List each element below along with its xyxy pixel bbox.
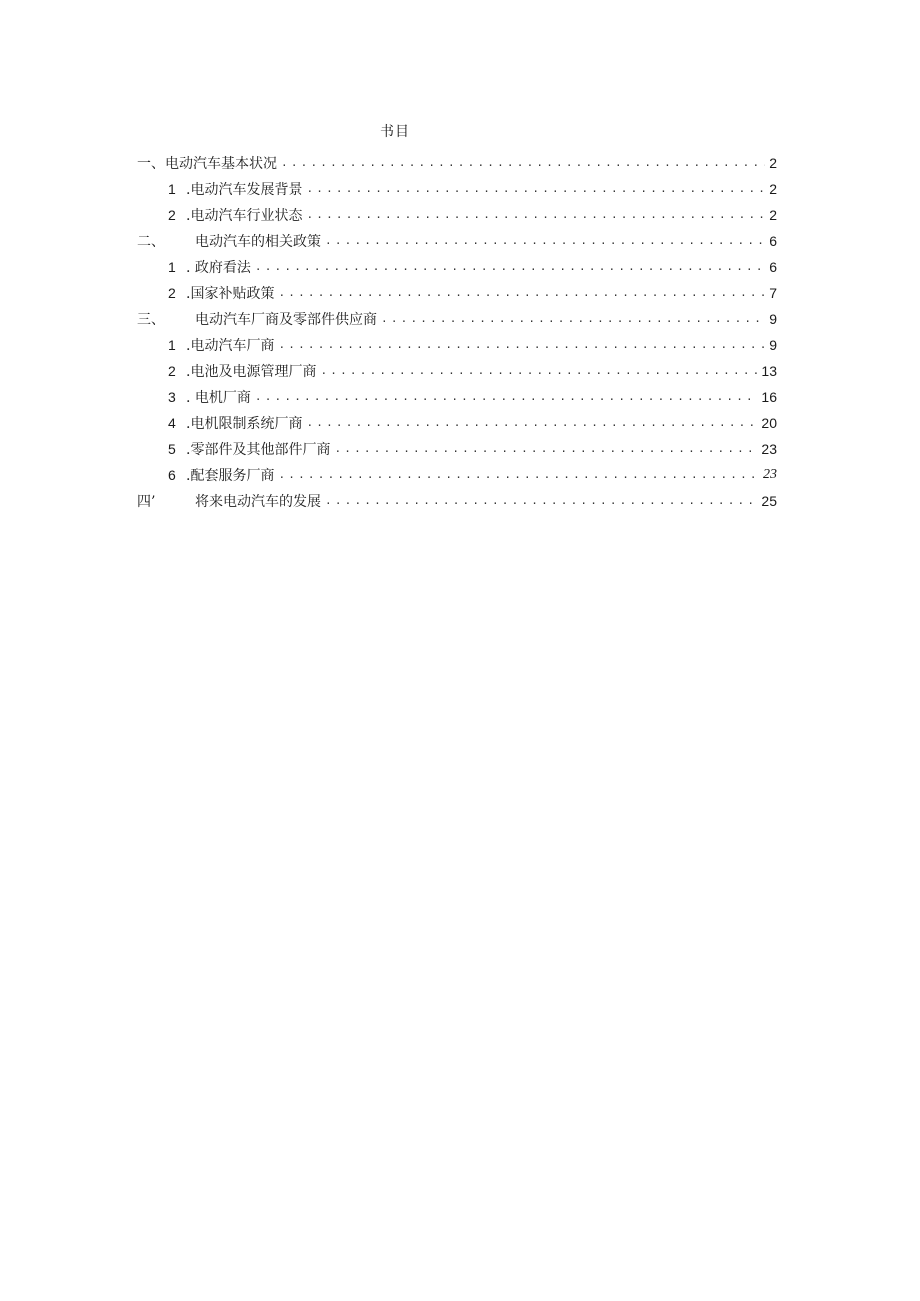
toc-entry[interactable] — [137, 280, 777, 306]
toc-leader-dots — [381, 306, 765, 332]
toc-entry-number: 一、 — [137, 156, 165, 172]
toc-entry[interactable] — [137, 462, 777, 488]
toc-leader-dots — [320, 358, 757, 384]
toc-entry-number: 二、 — [137, 234, 165, 250]
toc-entry-label: .电机限制系统厂商 — [186, 416, 303, 432]
toc-entry[interactable] — [137, 410, 777, 436]
toc-entry-label: .配套服务厂商 — [186, 468, 275, 484]
toc-entry-page: 6 — [769, 233, 777, 249]
toc-entry[interactable] — [137, 228, 777, 254]
toc-entry-label: .零部件及其他部件厂商 — [186, 442, 331, 458]
toc-title: 书目 — [380, 124, 410, 140]
toc-entry-page: 9 — [769, 337, 777, 353]
toc-entry-label: 电动汽车厂商及零部件供应商 — [195, 312, 377, 328]
toc-entry[interactable] — [137, 202, 777, 228]
toc-entry-page: 13 — [761, 363, 777, 379]
toc-leader-dots — [334, 436, 757, 462]
toc-leader-dots — [306, 410, 757, 436]
toc-entry-number: 1 — [168, 259, 176, 275]
toc-entry-page: 25 — [761, 493, 777, 509]
toc-entry-label: .国家补贴政策 — [186, 286, 275, 302]
toc-entry-label: . 政府看法 — [186, 260, 251, 276]
toc-leader-dots — [278, 332, 765, 358]
toc-entry[interactable] — [137, 176, 777, 202]
toc-entry-page: 2 — [769, 155, 777, 171]
toc-entry-page: 6 — [769, 259, 777, 275]
toc-leader-dots — [281, 150, 765, 176]
toc-entry[interactable] — [137, 306, 777, 332]
toc-entry-label: 将来电动汽车的发展 — [195, 494, 321, 510]
toc-leader-dots — [306, 176, 765, 202]
toc-entry-number: 2 — [168, 285, 176, 301]
toc-entry-page: 23 — [763, 467, 777, 482]
toc-entry-number: 2 — [168, 363, 176, 379]
toc-entry-page: 9 — [769, 311, 777, 327]
toc-leader-dots — [325, 488, 757, 514]
toc-entry-label: . 电机厂商 — [186, 390, 251, 406]
toc-entry[interactable] — [137, 436, 777, 462]
toc-entry-number: 2 — [168, 207, 176, 223]
toc-leader-dots — [325, 228, 765, 254]
toc-leader-dots — [278, 280, 765, 306]
toc-entry-label: 电动汽车基本状况 — [165, 156, 277, 172]
toc-entry-number: 1 — [168, 337, 176, 353]
toc-entry[interactable] — [137, 358, 777, 384]
toc-entry-number: 3 — [168, 389, 176, 405]
toc-entry-number: 5 — [168, 441, 176, 457]
toc-entry[interactable] — [137, 488, 777, 514]
toc-entry-label: .电动汽车厂商 — [186, 338, 275, 354]
toc-entry-number: 4 — [168, 415, 176, 431]
toc-entry-number: 6 — [168, 467, 176, 483]
toc-entry[interactable] — [137, 332, 777, 358]
table-of-contents — [137, 150, 777, 514]
toc-entry-page: 23 — [761, 441, 777, 457]
toc-entry-label: .电池及电源管理厂商 — [186, 364, 317, 380]
toc-leader-dots — [255, 384, 758, 410]
toc-leader-dots — [278, 462, 759, 488]
toc-entry-number: 1 — [168, 181, 176, 197]
toc-entry[interactable] — [137, 384, 777, 410]
toc-entry-page: 7 — [769, 285, 777, 301]
toc-entry-number: 三、 — [137, 312, 165, 328]
toc-entry-number: 四’ — [137, 494, 156, 510]
toc-entry-page: 2 — [769, 181, 777, 197]
toc-leader-dots — [306, 202, 765, 228]
toc-entry[interactable] — [137, 254, 777, 280]
toc-entry-page: 16 — [761, 389, 777, 405]
toc-entry-label: .电动汽车行业状态 — [186, 208, 303, 224]
toc-entry[interactable] — [137, 150, 777, 176]
toc-leader-dots — [255, 254, 765, 280]
toc-entry-label: 电动汽车的相关政策 — [195, 234, 321, 250]
toc-entry-page: 20 — [761, 415, 777, 431]
toc-entry-page: 2 — [769, 207, 777, 223]
toc-entry-label: .电动汽车发展背景 — [186, 182, 303, 198]
